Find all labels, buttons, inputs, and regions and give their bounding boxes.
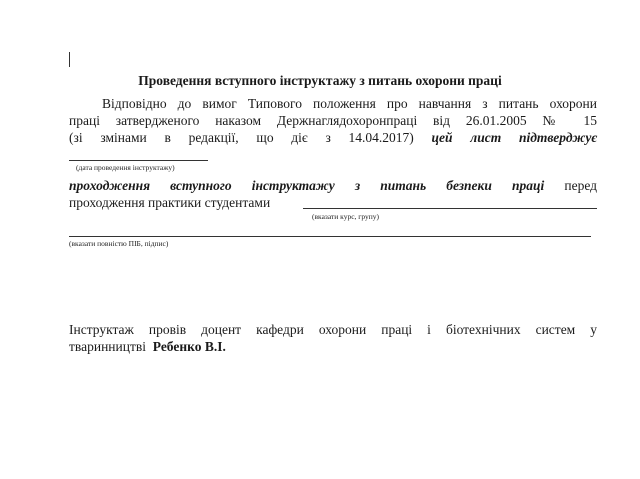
name-fill-line	[69, 236, 591, 237]
name-caption: (вказати повністю ПІБ, підпис)	[69, 239, 169, 248]
para2-line1	[69, 178, 597, 194]
course-caption: (вказати курс, групу)	[312, 212, 380, 221]
para1-line1	[69, 96, 597, 112]
instructor-name: Ребенко В.І.	[152, 339, 226, 354]
para1-line2	[69, 113, 597, 129]
para1-line2-text: праці затвердженого наказом Держнаглядохоронпраці від 26.01.2005 № 15	[69, 113, 597, 128]
para2-line1-plain: перед	[564, 178, 598, 193]
para1-line3	[69, 130, 597, 146]
date-fill-line	[69, 160, 208, 161]
para2-line1-emphasis: проходження вступного інструктажу з питань безпеки праці	[69, 178, 545, 193]
document-title: Проведення вступного інструктажу з питань охорони праці	[138, 73, 502, 88]
course-fill-line	[303, 208, 597, 209]
para1-line3-emphasis: цей лист підтверджує	[431, 130, 597, 145]
date-caption: (дата проведення інструктажу)	[76, 163, 175, 172]
text-cursor	[69, 52, 70, 67]
para3-line2	[69, 339, 597, 355]
para1-line1-text: Відповідно до вимог Типового положення про навчання з питань охорони	[102, 96, 597, 111]
para3-line1-text: Інструктаж провів доцент кафедри охорони праці і біотехнічних систем у	[69, 322, 597, 337]
para2-line2-text: проходження практики студентами	[69, 195, 271, 210]
para2-line1-text	[69, 178, 597, 194]
para1-line3-plain: (зі змінами в редакції, що діє з 14.04.2017)	[69, 130, 414, 145]
para3-line1	[69, 322, 597, 338]
para1-line3-text	[69, 130, 597, 146]
para3-line2-plain: тваринництві	[69, 339, 146, 354]
